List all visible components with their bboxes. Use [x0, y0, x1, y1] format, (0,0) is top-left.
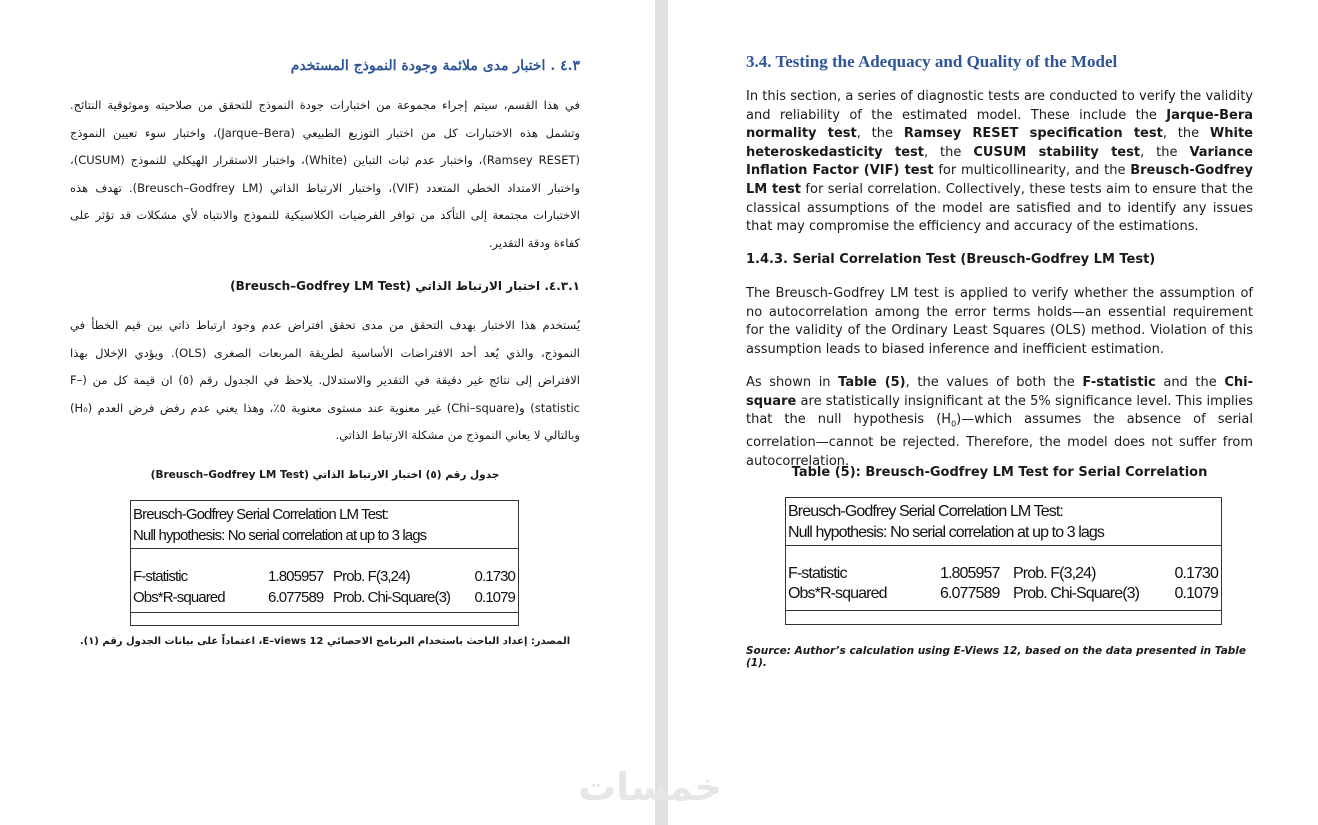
eviews-header-line1: Breusch-Godfrey Serial Correlation LM Test: [788, 503, 1063, 520]
row-label: F-statistic [788, 565, 847, 582]
arabic-intro-paragraph: في هذا القسم، سيتم إجراء مجموعة من اختبارات جودة النموذج للتحقق من صلاحيته وموثوقية النتائج. وتشمل هذه الاختبارات كل من اختبار التوزيع الطبيعي (Jarque–Bera)، واختبار سوء تعيين النموذج (Ramsey RESET)، واختبار عدم ثبات التباين (White)، واختبار الاستقرار الهيكلي للنموذج (CUSUM)، واختبار الامتداد الخطي المتعدد (VIF)، واختبار الارتباط الذاتي (Breusch–Godfrey LM). تهدف هذه الاختبارات مجتمعة إلى التأكد من توافر الفرضيات الكلاسيكية للنموذج والانتباه لأي مشكلات قد تؤثر على كفاءة ودقة التقدير. [70, 98, 580, 250]
row-prob-value: 0.1079 [474, 589, 515, 606]
row-prob-label: Prob. Chi-Square(3) [1013, 585, 1140, 602]
eviews-header-line2: Null hypothesis: No serial correlation at up to 3 lags [788, 524, 1105, 541]
arabic-source-note: المصدر: إعداد الباحث باستخدام البرنامج الاحصائي E–views 12، اعتماداً على بيانات الجدول رقم (١). [79, 636, 571, 647]
row-value: 6.077589 [940, 585, 1000, 602]
watermark-logo: خمسات [578, 765, 722, 809]
english-table-caption: Table (5): Breusch-Godfrey LM Test for Serial Correlation [791, 465, 1208, 480]
row-label: Obs*R-squared [788, 585, 887, 602]
arabic-body-paragraph: يُستخدم هذا الاختبار بهدف التحقق من مدى تحقق افتراض عدم وجود ارتباط ذاتي بين قيم الخطأ في النموذج، والذي يُعد أحد الافتراضات الأساسية لطريقة المربعات الصغرى (OLS). ويؤدي الإخلال بهذا الافتراض إلى نتائج غير دقيقة في التقدير والاستدلال. يلاحظ في الجدول رقم (٥) ان قيمة كل من (F–statistic) و(Chi–square) غير معنوية عند مستوى معنوية ٥٪، وهذا يعني عدم رفض فرض العدم (H₀) وبالتالي لا يعاني النموذج من مشكلة الارتباط الذاتي. [70, 318, 580, 442]
row-prob-label: Prob. F(3,24) [333, 568, 410, 585]
arabic-section-title: ٤.٣ . اختبار مدى ملائمة وجودة النموذج المستخدم [290, 58, 580, 74]
row-label: Obs*R-squared [133, 589, 225, 606]
table-row [133, 568, 515, 589]
arabic-table-caption: جدول رقم (٥) اختبار الارتباط الذاتي (Breusch–Godfrey LM Test) [150, 469, 500, 481]
english-intro-paragraph: In this section, a series of diagnostic tests are conducted to verify the validity and reliability of the estimated model. These include the Jarque-Bera normality test, the Ramsey RESET specification test, the White heteroskedasticity test, the CUSUM stability test, the Variance Inflation Factor (VIF) test for multicollinearity, and the Breusch-Godfrey LM test for serial correlation. Collectively, these tests aim to ensure that the classical assumptions of the model are satisfied and to identify any issues that may compromise the efficiency and accuracy of the estimations. [746, 89, 1254, 235]
table-row [788, 565, 1218, 586]
arabic-subheading: ٤.٣.١. اختبار الارتباط الذاتي (Breusch–Godfrey LM Test) [230, 279, 580, 293]
eviews-separator [786, 610, 1221, 611]
eviews-header [788, 501, 1104, 543]
table-row [788, 585, 1218, 606]
row-prob-label: Prob. F(3,24) [1013, 565, 1096, 582]
page-gutter [655, 0, 668, 825]
row-value: 1.805957 [940, 565, 1000, 582]
row-prob-value: 0.1730 [1174, 565, 1218, 582]
row-prob-label: Prob. Chi-Square(3) [333, 589, 451, 606]
eviews-separator [131, 548, 518, 549]
english-eviews-table [785, 497, 1222, 625]
english-subheading: 1.4.3. Serial Correlation Test (Breusch-Godfrey LM Test) [746, 252, 1156, 267]
english-body-paragraph-2: As shown in Table (5), the values of both the F-statistic and the Chi-square are statistically insignificant at the 5% significance level. This implies that the null hypothesis $(H_0)—which$ assumes the absence of serial correlation—cannot be rejected. Therefore, the model does not suffer from autocorrelation. [746, 375, 1253, 469]
english-body-paragraph-1: The Breusch-Godfrey LM test is applied to verify whether the assumption of no autocorrelation among the error terms holds—an essential requirement for the validity of the Ordinary Least Squares (OLS) method. Violation of this assumption leads to biased inference and inefficient estimation. [746, 286, 1253, 357]
eviews-header-line1: Breusch-Godfrey Serial Correlation LM Test: [133, 506, 389, 523]
eviews-separator [131, 612, 518, 613]
eviews-separator [786, 545, 1221, 546]
eviews-header-line2: Null hypothesis: No serial correlation at up to 3 lags [133, 527, 427, 544]
row-prob-value: 0.1730 [474, 568, 515, 585]
english-section-title: 3.4. Testing the Adequacy and Quality of the Model [746, 52, 1118, 71]
row-value: 1.805957 [268, 568, 324, 585]
row-value: 6.077589 [268, 589, 324, 606]
row-label: F-statistic [133, 568, 188, 585]
arabic-eviews-table [130, 500, 519, 626]
english-source-note: Source: Author’s calculation using E-Views 12, based on the data presented in Table (1). [746, 645, 1247, 669]
row-prob-value: 0.1079 [1174, 585, 1218, 602]
eviews-header [133, 504, 426, 546]
table-row [133, 589, 515, 610]
